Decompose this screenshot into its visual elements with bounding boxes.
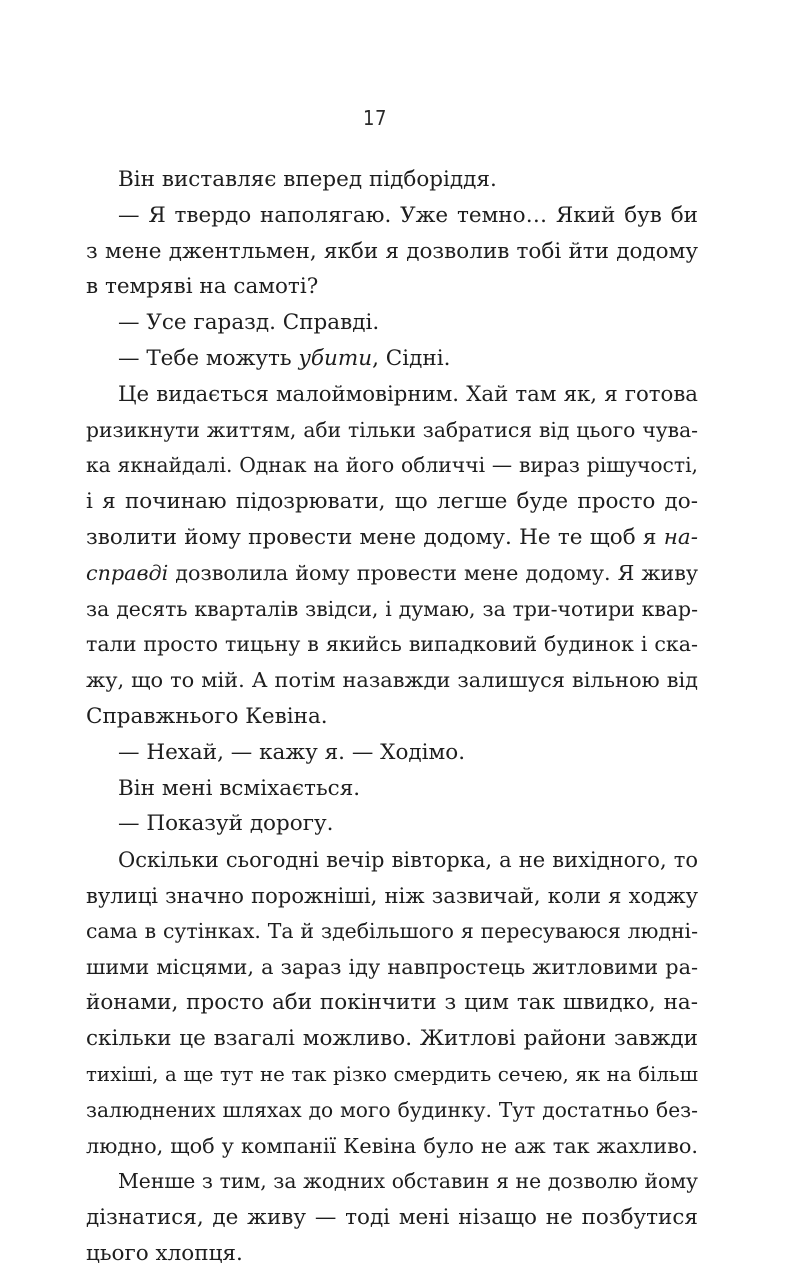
text-line: — Показуй дорогу. xyxy=(118,811,334,837)
text-run: , Сідні. xyxy=(372,345,451,371)
italic-word: справді xyxy=(86,560,169,585)
text-line: Він виставляє вперед підборіддя. xyxy=(118,167,497,192)
text-line: Справжнього Кевіна. xyxy=(86,703,328,729)
text-line: Він мені всміхається. xyxy=(118,775,361,801)
text-line: і я починаю підозрювати, що легше буде просто до- xyxy=(86,489,698,515)
text-line: ризикнути життям, аби тільки забратися від цього чува- xyxy=(86,417,698,442)
text-line: вулиці значно порожніші, ніж зазвичай, коли я ходжу xyxy=(86,882,698,908)
text-line: тали просто тицьну в якийсь випадковий будинок і ска- xyxy=(86,632,698,657)
body-text xyxy=(86,162,698,1272)
text-line: залюднених шляхах до мого будинку. Тут достатньо без- xyxy=(86,1097,698,1122)
text-line xyxy=(86,520,698,556)
text-line: — Я твердо наполягаю. Уже темно… Який був би xyxy=(118,202,698,228)
italic-word: убити xyxy=(298,345,373,371)
text-line: сама в сутінках. Та й здебільшого я пересуваюся людні- xyxy=(86,918,698,943)
text-line xyxy=(86,556,698,592)
text-line: шими місцями, а зараз іду навпростець житловими ра- xyxy=(86,954,698,979)
text-line: жу, що то мій. А потім назавжди залишуся вільною від xyxy=(86,668,698,693)
text-line: йонами, просто аби покінчити з цим так швидко, на- xyxy=(86,990,698,1016)
text-run: — Тебе можуть xyxy=(118,345,299,371)
italic-word: на- xyxy=(663,524,698,550)
text-run: дозволила йому провести мене додому. Я живу xyxy=(168,560,698,585)
text-run: зволити йому провести мене додому. Не те щоб я xyxy=(86,524,664,550)
text-line: з мене джентльмен, якби я дозволив тобі йти додому xyxy=(86,238,698,264)
text-line: скільки це взагалі можливо. Житлові райони завжди xyxy=(86,1026,698,1052)
text-line: людно, щоб у компанії Кевіна було не аж так жахливо. xyxy=(86,1133,698,1158)
text-line: — Нехай, — кажу я. — Ходімо. xyxy=(118,739,466,765)
page-number: 17 xyxy=(363,106,387,130)
text-line: ка якнайдалі. Однак на його обличчі — вираз рішучості, xyxy=(86,453,698,478)
text-line: цього хлопця. xyxy=(86,1240,243,1266)
text-line: Це видається малоймовірним. Хай там як, я готова xyxy=(118,381,698,407)
text-line: в темряві на самоті? xyxy=(86,274,319,300)
text-line xyxy=(86,341,698,377)
text-line: за десять кварталів звідси, і думаю, за три-чотири квар- xyxy=(86,596,698,621)
text-line: — Усе гаразд. Справді. xyxy=(118,310,380,336)
text-line: дізнатися, де живу — тоді мені нізащо не позбутися xyxy=(86,1205,698,1231)
text-line: Оскільки сьогодні вечір вівторка, а не вихідного, то xyxy=(118,847,698,873)
text-line: Менше з тим, за жодних обставин я не дозволю йому xyxy=(118,1169,698,1194)
text-line: тихіші, а ще тут не так різко смердить сечею, як на більш xyxy=(86,1062,698,1086)
